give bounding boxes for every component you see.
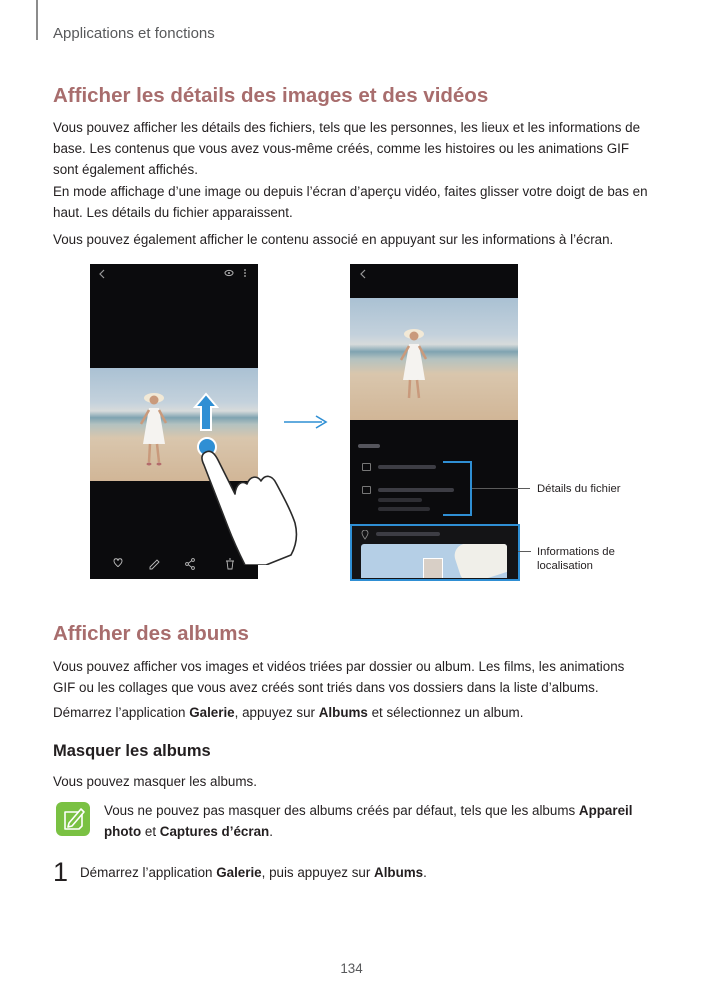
back-icon — [100, 270, 104, 278]
phone2-top-bar — [350, 264, 518, 284]
callout-file-details: Détails du fichier — [537, 483, 621, 495]
more-options-icon — [244, 269, 246, 271]
file-details-bracket — [443, 461, 472, 516]
tab-name-albums-step: Albums — [374, 865, 424, 880]
step-text: Démarrez l’application Galerie, puis appuyez sur Albums. — [80, 865, 427, 880]
hand-icon — [202, 451, 296, 565]
app-name-galerie-step: Galerie — [216, 865, 262, 880]
paragraph-details-tap: Vous pouvez également afficher le contenu associé en appuyant sur les informations à l’écran. — [53, 232, 614, 247]
paragraph-albums-launch: Démarrez l’application Galerie, appuyez sur Albums et sélectionnez un album. — [53, 705, 524, 720]
file-details-leader — [472, 488, 530, 489]
heart-icon — [114, 559, 122, 567]
right-arrow-icon — [282, 414, 330, 430]
app-name-galerie: Galerie — [189, 705, 235, 720]
subsection-title-hide-albums: Masquer les albums — [53, 742, 211, 760]
callout-location-info: Informations de localisation — [537, 546, 615, 572]
note-default-albums: Vous ne pouvez pas masquer des albums créés par défaut, tels que les albums Appareil photo et Captures d’écran. — [104, 803, 633, 839]
section-title-details: Afficher les détails des images et des vidéos — [53, 84, 489, 107]
album-name-appareil-photo: Appareil photo — [104, 803, 633, 839]
running-header: Applications et fonctions — [53, 25, 215, 42]
note-icon — [55, 801, 91, 837]
swipe-up-arrow-icon — [195, 394, 217, 430]
page-number: 134 — [340, 961, 363, 976]
paragraph-details-swipe: En mode affichage d’une image ou depuis l’écran d’aperçu vidéo, faites glisser votre doigt de bas en haut. Les détails du fichier apparaissent. — [53, 184, 648, 220]
beach-photo-top — [350, 298, 518, 420]
back-icon — [361, 270, 365, 278]
edit-icon — [150, 560, 159, 569]
album-name-captures: Captures d’écran — [159, 824, 270, 839]
paragraph-albums-intro: Vous pouvez afficher vos images et vidéos triées par dossier ou album. Les films, les animations GIF ou les collages que vous avez créés sont triés dans vos dossiers dans la liste d’albums. — [53, 659, 625, 695]
file-details-panel — [350, 444, 518, 524]
location-bracket — [350, 524, 520, 581]
tab-name-albums: Albums — [318, 705, 368, 720]
header-divider — [36, 0, 38, 40]
phone-top-bar — [90, 264, 258, 288]
girl-figure — [137, 386, 173, 476]
paragraph-hide-albums: Vous pouvez masquer les albums. — [53, 774, 257, 789]
location-leader — [518, 551, 531, 552]
step-number: 1 — [53, 857, 69, 887]
section-title-albums: Afficher des albums — [53, 622, 249, 645]
girl-figure — [397, 322, 433, 412]
paragraph-details-intro: Vous pouvez afficher les détails des fichiers, tels que les personnes, les lieux et les informations de base. Les contenus que vous avez vous-même créés, comme les histoires ou les animations GIF sont également affichés. — [53, 120, 641, 177]
